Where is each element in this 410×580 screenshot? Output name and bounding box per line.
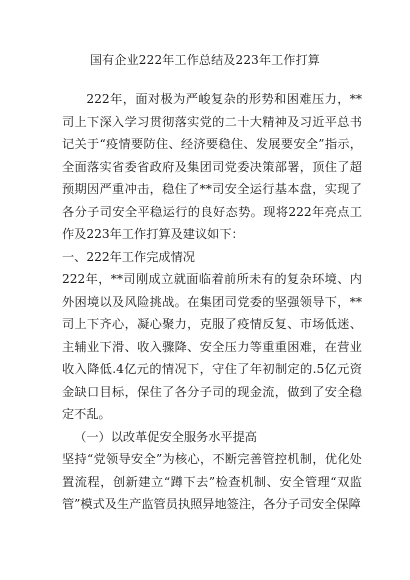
section-1-paragraph: 222年，**司刚成立就面临着前所未有的复杂环境、内外困境以及风险挑战。在集团司党委的坚强领导下，**司上下齐心，凝心聚力，克服了疫情反复、市场低迷、主辅业下滑、收入骤降、安全压力等重重困难，在营业收入降低.4亿元的情况下，守住了年初制定的.5亿元资金缺口目标，保住了各分子司的现金流，做到了安全稳定不乱。: [62, 272, 362, 421]
document-body: [62, 88, 362, 516]
subsection-heading-1: （一）以改革促安全服务水平提高: [74, 429, 257, 444]
subsection-1-paragraph: 坚持“党领导安全”为核心，不断完善管控机制，优化处置流程，创新建立“蹲下去”检查机制、安全管理“双监管”模式及生产监管员执照异地签注，各分子司安全保障: [62, 452, 362, 511]
section-heading-1: 一、222年工作完成情况: [62, 249, 195, 264]
intro-paragraph: 222年，面对极为严峻复杂的形势和困难压力，**司上下深入学习贯彻落实党的二十大精神及习近平总书记关于“疫情要防住、经济要稳住、发展要安全”指示，全面落实省委省政府及集团司党委决策部署，顶住了超预期因严重冲击，稳住了**司安全运行基本盘，实现了各分子司安全平稳运行的良好态势。现将222年亮点工作及223年工作打算及建议如下：: [62, 92, 362, 241]
document-title: 国有企业222年工作总结及223年工作打算: [89, 53, 320, 67]
